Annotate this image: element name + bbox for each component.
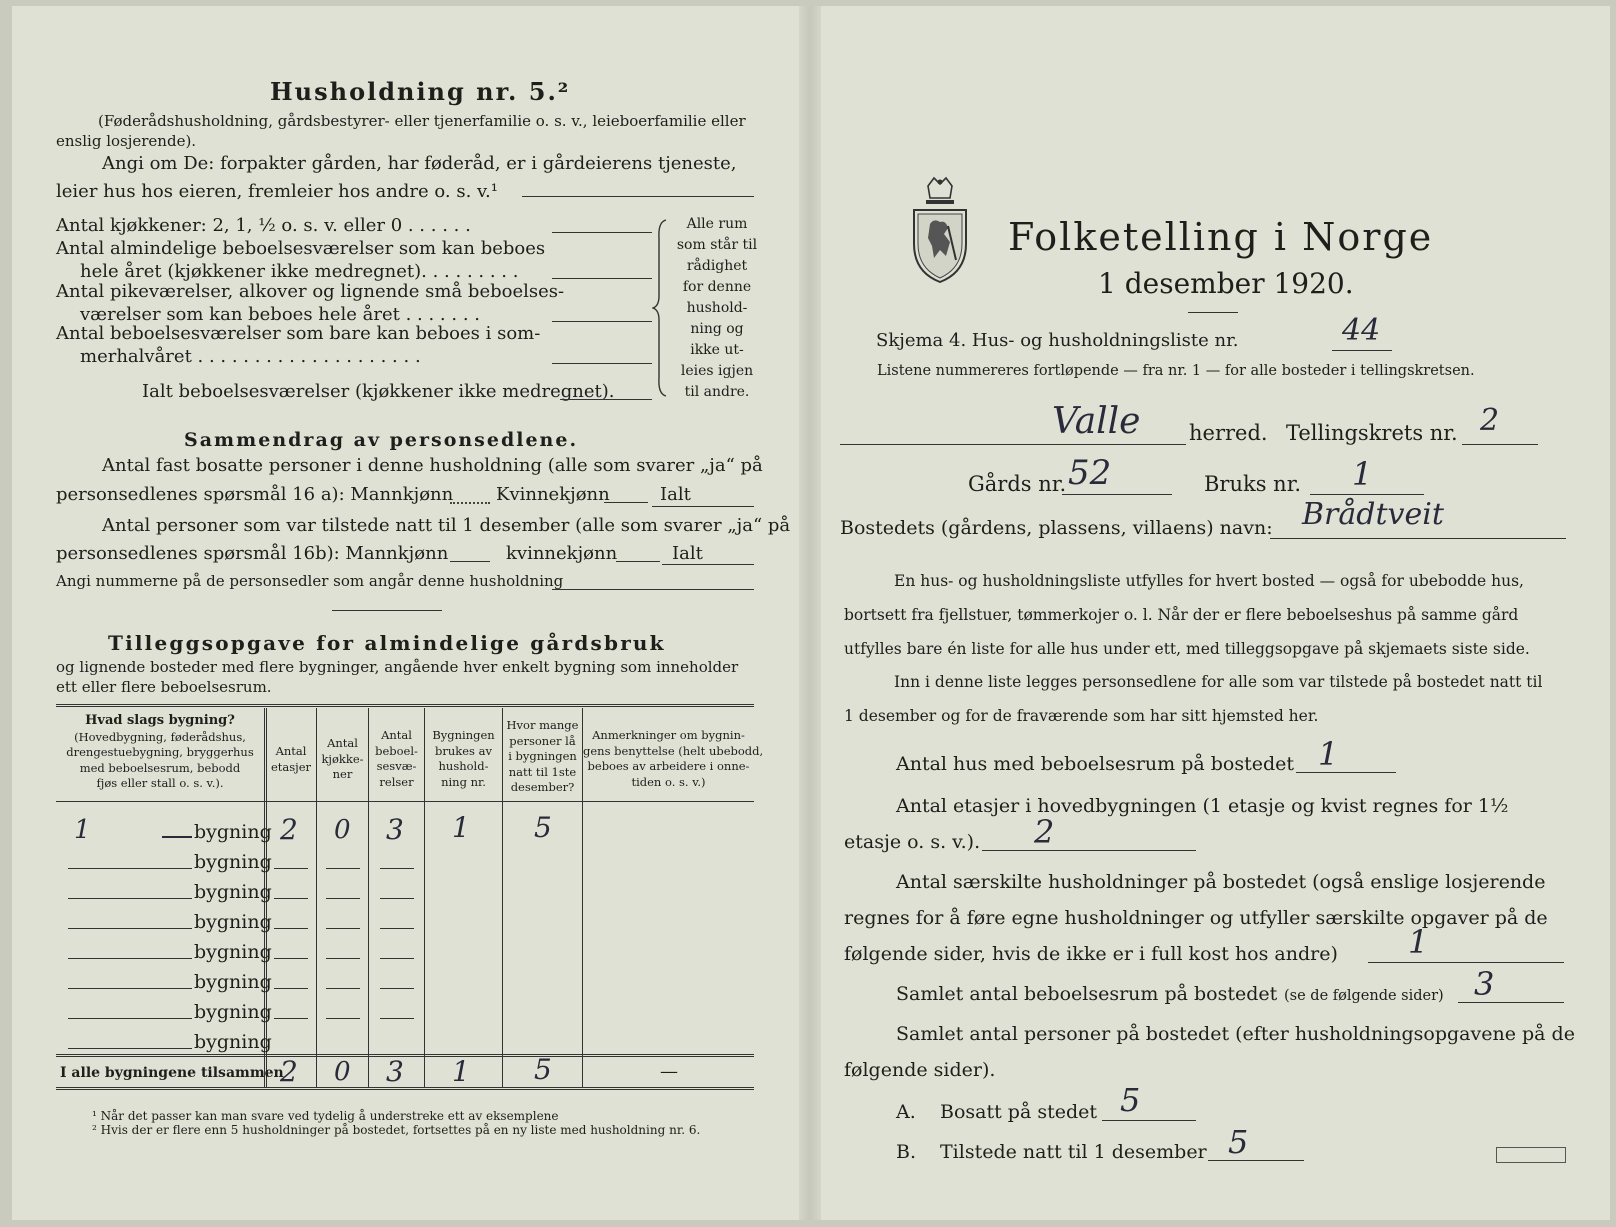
instruction-line-2: bortsett fra fjellstuer, tømmerkojer o. l. Når der er flere beboelseshus på samme gård	[844, 606, 1519, 624]
household-subtitle-1: (Føderådshusholdning, gårdsbestyrer- eller tjenerfamilie o. s. v., leieboerfamilie eller	[98, 112, 746, 130]
col-header-vaerelser: Antal beboel- sesvæ- relser	[375, 728, 418, 789]
col-header-kjokkener: Antal kjøkke- ner	[321, 736, 364, 782]
sammendrag-line-5: Angi nummerne på de personsedler som angår denne husholdning	[56, 572, 564, 590]
col-header-type: Hvad slags bygning? (Hovedbygning, føderådshus, drengestuebygning, bryggerhus med beboelsesrum, bebodd fjøs eller stall o. s. v.).	[66, 713, 254, 791]
sammendrag-line-2: personsedlenes spørsmål 16 a): Mannkjønn	[56, 484, 454, 505]
gards-label: Gårds nr.	[968, 472, 1067, 496]
brace-icon	[652, 218, 672, 398]
sammendrag-kvinne-2: kvinnekjønn	[506, 543, 618, 564]
sammendrag-line-1: Antal fast bosatte personer i denne husholdning (alle som svarer „ja“ på	[102, 455, 763, 476]
tillegg-line-2: ett eller flere beboelsesrum.	[56, 678, 272, 696]
tilstede-label: Tilstede natt til 1 desember	[940, 1141, 1207, 1163]
brace-note: Alle rum som står til rådighet for denne hushold- ning og ikke ut- leies igjen til andre.	[676, 216, 758, 400]
husholdninger-line-1: Antal særskilte husholdninger på bostedet (også enslige losjerende	[896, 871, 1546, 893]
angi-line-1: Angi om De: forpakter gården, har føderåd, er i gårdeierens tjeneste,	[102, 153, 737, 174]
form-title: Folketelling i Norge	[1008, 215, 1434, 259]
kjokkener-line: Antal kjøkkener: 2, 1, ½ o. s. v. eller 0 . . . . . .	[56, 215, 471, 236]
bosatt-value: 5	[1120, 1081, 1141, 1119]
skjema-line: Skjema 4. Hus- og husholdningsliste nr.	[876, 330, 1239, 351]
herred-value: Valle	[1052, 401, 1141, 442]
antal-hus-value: 1	[1318, 735, 1339, 773]
listene-line: Listene nummereres fortløpende — fra nr. 1 — for alle bosteder i tellingskretsen.	[877, 363, 1475, 379]
census-sheet: Husholdning nr. 5.² (Føderådshusholdning, gårdsbestyrer- eller tjenerfamilie o. s. v., leieboerfamilie eller enslig losjerende). Angi om De: forpakter gården, har føderåd, er i gårdeierens tjeneste, leier hus hos eieren, fremleier hos andre o. s. v.¹ Antal kjøkkener: 2, 1, ½ o. s. v. eller 0 . . . . . . Antal almindelige beboelsesværelser som kan beboes hele året (kjøkkener ikke medregnet). . . . . . . . . Antal pikeværelser, alkover og lignende små beboelses- værelser som kan beboes hele året . . . . . . . Antal beboelsesværelser som bare kan beboes i som- merhalvåret . . . . . . . . . . . . . . . . . . . . Ialt beboelsesværelser (kjøkkener ikke medregnet). Alle rum som står til rådighet for denne hushold- ning og ikke ut- leies igjen til andre. Sammendrag av personsedlene. Antal fast bosatte personer i denne husholdning (alle som svarer „ja“ på personsedlenes spørsmål 16 a): Mannkjønn Kvinnekjønn Ialt Antal personer som var tilstede natt til 1 desember (alle som svarer „ja“ på personsedlenes spørsmål 16b): Mannkjønn kvinnekjønn Ialt Angi nummerne på de personsedler som angår denne husholdning Tilleggsopgave for almindelige gårdsbruk og lignende bosteder med flere bygninger, angående hver enkelt bygning som inneholder ett eller flere beboelsesrum. Hvad slags bygning? (Hovedbygning, føderådshus, drengestuebygning, bryggerhus med beboelsesrum, bebodd fjøs eller stall o. s. v.). Antal etasjer Antal kjøkke- ner Antal beboel- sesvæ- relser Bygningen brukes av hushold- ning nr. Hvor mange personer lå i bygningen natt til 1ste desember? Anmerkninger om bygnin- gens benyttelse (helt ubebodd, beboes av arbeidere i onne- tiden o. s. v.) 1 bygning 2 0 3 1 5 bygning bygning bygning bygning bygning bygning bygning I alle bygningene tilsammen 2 0 3 1 5 — ¹ Når det passer kan man svare ved tydelig å understreke ett av eksemplene ² Hvis der er flere enn 5 husholdninger på bostedet, fortsettes på en ny liste med husholdning nr. 6. Folketelling i Norge 1 desember 1920. Skjema 4. Hus- og husholdningsliste nr. 44 Listene nummereres fortløpende — fra nr. 1 — for alle bosteder i tellingskretsen. Valle herred. Tellingskrets nr. 2 Gårds nr. 52 Bruks nr. 1 Bostedets (gårdens, plassens, villaens) navn: Brådtveit En hus- og husholdningsliste utfylles for hvert bosted — også for ubebodde hus, bortsett fra fjellstuer, tømmerkojer o. l. Når der er flere beboelseshus på samme gård utfylles bare én liste for alle hus under ett, med tilleggsopgave på skjemaets siste side. Inn i denne liste legges personsedlene for alle som var tilstede på bostedet natt til 1 desember og for de fraværende som har sitt hjemsted her. Antal hus med beboelsesrum på bostedet 1 Antal etasjer i hovedbygningen (1 etasje og kvist regnes for 1½ etasje o. s. v.). 2 Antal særskilte husholdninger på bostedet (også enslige losjerende regnes for å føre egne husholdninger og utfyller særskilte opgaver på de følgende sider, hvis de ikke er i full kost hos andre) 1 Samlet antal beboelsesrum på bostedet (se de følgende sider) 3 Samlet antal personer på bostedet (efter husholdningsopgavene på de følgende sider). A. Bosatt på stedet 5 B. Tilstede natt til 1 desember 5	[12, 6, 1610, 1220]
pike-line-1: Antal pikeværelser, alkover og lignende små beboelses-	[56, 281, 565, 302]
bruks-value: 1	[1352, 455, 1373, 493]
husholdninger-line-2: regnes for å føre egne husholdninger og utfyller særskilte opgaver på de	[844, 907, 1548, 929]
form-date: 1 desember 1920.	[1098, 267, 1354, 300]
sammendrag-line-3: Antal personer som var tilstede natt til 1 desember (alle som svarer „ja“ på	[102, 515, 791, 536]
instruction-line-5: 1 desember og for de fraværende som har sitt hjemsted her.	[844, 707, 1319, 725]
almindelige-line-2: hele året (kjøkkener ikke medregnet). . . . . . . . .	[80, 261, 519, 282]
col-header-husholdning: Bygningen brukes av hushold- ning nr.	[432, 728, 495, 789]
personer-line-2: følgende sider).	[844, 1059, 996, 1081]
footnote-1: ¹ Når det passer kan man svare ved tydelig å understreke ett av eksemplene	[92, 1109, 559, 1123]
gards-value: 52	[1068, 453, 1112, 493]
beboelsesrum-label: Samlet antal beboelsesrum på bostedet	[896, 983, 1278, 1005]
herred-label: herred.	[1189, 421, 1268, 445]
beboelsesrum-note: (se de følgende sider)	[1284, 988, 1444, 1004]
tilstede-letter: B.	[896, 1141, 917, 1163]
bosted-value: Brådtveit	[1302, 497, 1444, 532]
instruction-line-1: En hus- og husholdningsliste utfylles for hvert bosted — også for ubebodde hus,	[894, 572, 1524, 590]
tillegg-line-1: og lignende bosteder med flere bygninger, angående hver enkelt bygning som inneholder	[56, 658, 739, 676]
sommer-line-1: Antal beboelsesværelser som bare kan beboes i som-	[56, 323, 541, 344]
sammendrag-ialt-1: Ialt	[660, 484, 691, 505]
household-subtitle-2: enslig losjerende).	[56, 132, 197, 150]
printer-stamp	[1496, 1147, 1566, 1163]
col-header-anmerkninger: Anmerkninger om bygnin- gens benyttelse (helt ubebodd, beboes av arbeidere i onne- tiden o. s. v.)	[583, 728, 764, 789]
beboelsesrum-value: 3	[1474, 965, 1495, 1003]
tellingskrets-value: 2	[1480, 403, 1500, 438]
tellingskrets-label: Tellingskrets nr.	[1286, 421, 1458, 445]
bosted-label: Bostedets (gårdens, plassens, villaens) navn:	[840, 517, 1273, 539]
etasjer-line-2: etasje o. s. v.).	[844, 831, 981, 853]
footnote-2: ² Hvis der er flere enn 5 husholdninger på bostedet, fortsettes på en ny liste med husholdning nr. 6.	[92, 1123, 701, 1137]
husholdninger-line-3: følgende sider, hvis de ikke er i full kost hos andre)	[844, 943, 1338, 965]
bosatt-label: Bosatt på stedet	[940, 1101, 1097, 1123]
instruction-line-3: utfylles bare én liste for alle hus under ett, med tilleggsopgave på skjemaets siste side.	[844, 640, 1530, 658]
col-header-personer: Hvor mange personer lå i bygningen natt til 1ste desember?	[506, 718, 579, 795]
skjema-number: 44	[1342, 313, 1381, 348]
almindelige-line-1: Antal almindelige beboelsesværelser som kan beboes	[56, 238, 546, 259]
etasjer-line-1: Antal etasjer i hovedbygningen (1 etasje og kvist regnes for 1½	[896, 795, 1509, 817]
col-header-etasjer: Antal etasjer	[270, 744, 312, 774]
sommer-line-2: merhalvåret . . . . . . . . . . . . . . . . . . . .	[80, 346, 421, 367]
tilstede-value: 5	[1228, 1123, 1249, 1161]
sammendrag-line-4: personsedlenes spørsmål 16b): Mannkjønn	[56, 543, 449, 564]
personer-line-1: Samlet antal personer på bostedet (efter husholdningsopgavene på de	[896, 1023, 1575, 1045]
norway-coat-of-arms-icon	[904, 176, 976, 286]
page-fold	[799, 6, 821, 1220]
sammendrag-title: Sammendrag av personsedlene.	[184, 429, 579, 451]
instruction-line-4: Inn i denne liste legges personsedlene for alle som var tilstede på bostedet natt til	[894, 673, 1543, 691]
pike-line-2: værelser som kan beboes hele året . . . . . . .	[80, 304, 480, 325]
sammendrag-ialt-2: Ialt	[672, 543, 703, 564]
bruks-label: Bruks nr.	[1204, 472, 1302, 496]
household-title: Husholdning nr. 5.²	[270, 77, 571, 106]
ialt-line: Ialt beboelsesværelser (kjøkkener ikke medregnet).	[142, 381, 615, 402]
bosatt-letter: A.	[896, 1101, 916, 1123]
angi-line-2: leier hus hos eieren, fremleier hos andre o. s. v.¹	[56, 181, 498, 202]
husholdninger-value: 1	[1408, 923, 1429, 961]
antal-hus-label: Antal hus med beboelsesrum på bostedet	[896, 753, 1295, 775]
etasjer-value: 2	[1034, 813, 1055, 851]
tillegg-title: Tilleggsopgave for almindelige gårdsbruk	[108, 631, 666, 655]
sammendrag-kvinne-1: Kvinnekjønn	[496, 484, 610, 505]
